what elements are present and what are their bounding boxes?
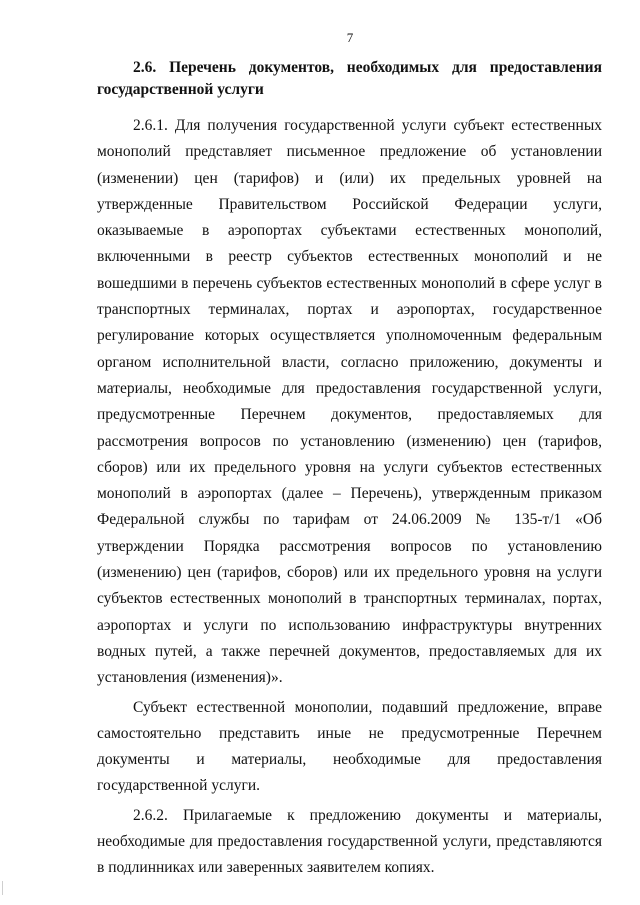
paragraph-additional-documents: Субъект естественной монополии, подавший предложение, вправе самостоятельно представить иные не предусмотренные Перечнем документы и материалы, необходимые для предоставления государственной услуги. bbox=[97, 698, 602, 795]
document-body bbox=[97, 57, 602, 882]
paragraph-2-6-1: 2.6.1. Для получения государственной услуги субъект естественных монополий представляет письменное предложение об установлении (изменении) цен (тарифов) и (или) их предельных уровней на утвержденные Правительством Российской Федерации услуги, оказываемые в аэропортах субъектами естественных монополий, включенными в реестр субъектов естественных монополий и не вошедшими в перечень субъектов естественных монополий в сфере услуг в транспортных терминалах, портах и аэропортах, государственное регулирование которых осуществляется уполномоченным федеральным органом исполнительной власти, согласно приложению, документы и материалы, необходимые для предоставления государственной услуги, предусмотренные Перечнем документов, предоставляемых для рассмотрения вопросов по установлению (изменению) цен (тарифов, сборов) или их предельного уровня на услуги субъектов естественных монополий в аэропортах (далее – Перечень), утвержденным приказом Федеральной службы по тарифам от 24.06.2009 № 135-т/1 «Об утверждении Порядка рассмотрения вопросов по установлению (изменению) цен (тарифов, сборов) или их предельного уровня на услуги субъектов естественных монополий в транспортных терминалах, портах, аэропортах и услуги по использованию инфраструктуры внутренних водных путей, а также перечней документов, предоставляемых для их установления (изменения)». bbox=[97, 117, 602, 687]
page-number: 7 bbox=[346, 30, 354, 45]
paragraph-2-6-2: 2.6.2. Прилагаемые к предложению документы и материалы, необходимые для предоставления государственной услуги, представляются в подлинниках или заверенных заявителем копиях. bbox=[97, 806, 602, 877]
section-heading: 2.6. Перечень документов, необходимых для предоставления государственной услуги bbox=[97, 59, 602, 98]
scan-edge-mark bbox=[2, 881, 7, 895]
